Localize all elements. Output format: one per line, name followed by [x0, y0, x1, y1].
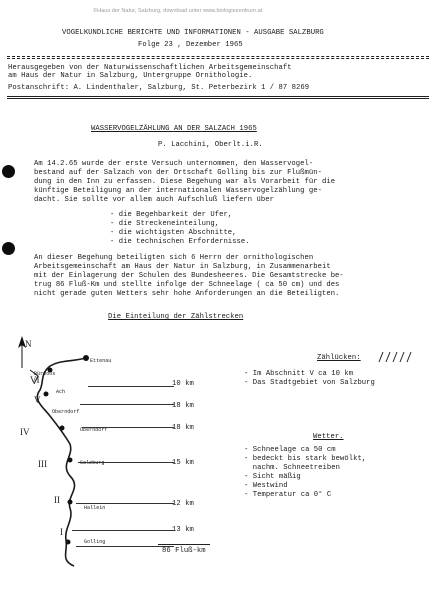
section-distance: 10 km — [172, 380, 194, 388]
section-numeral: III — [38, 459, 48, 469]
weather-title: Wetter. — [313, 433, 344, 441]
bullet-item: - die Streckeneinteilung, — [110, 220, 220, 228]
paragraph-line: Am 14.2.65 wurde der erste Versuch unternommen, den Wasservogel- — [34, 160, 314, 168]
place-label: Ettenau — [90, 358, 112, 364]
section-title: Die Einteilung der Zählstrecken — [108, 313, 244, 321]
section-numeral: V — [34, 395, 41, 405]
issue-line: Folge 23 , Dezember 1965 — [138, 41, 243, 49]
section-leader-line — [76, 546, 174, 547]
sum-line — [158, 544, 210, 545]
section-distance: 18 km — [172, 402, 194, 410]
section-distance: 18 km — [172, 424, 194, 432]
punch-hole — [2, 165, 15, 178]
place-label: Oberndorf — [80, 427, 108, 433]
paragraph-line: Arbeitsgemeinschaft am Haus der Natur in Salzburg, in Zusammenarbeit — [34, 263, 331, 271]
place-label: Hallein — [84, 505, 106, 511]
weather-item: nachm. Schneetreiben — [244, 464, 340, 472]
article-title: WASSERVOGELZÄHLUNG AN DER SALZACH 1965 — [91, 125, 257, 133]
hatching-marks-icon — [377, 350, 413, 364]
separator-rule — [7, 58, 429, 59]
gaps-title: Zählücken: — [317, 354, 361, 362]
postal-address: Postanschrift: A. Lindenthaler, Salzburg, St. Peterbezirk 1 / 87 8269 — [8, 84, 310, 92]
punch-hole — [2, 242, 15, 255]
place-label: Oberndorf — [52, 409, 80, 415]
section-distance: 13 km — [172, 526, 194, 534]
paragraph-line: bestand auf der Salzach von der Ortschaft Golling bis zur Flußmün- — [34, 169, 322, 177]
paragraph-line: mit der Einlagerung der Schulen des Bundesheeres. Die Gesamtstrecke be- — [34, 272, 344, 280]
total-distance: 86 Fluß-km — [162, 547, 206, 555]
publisher-line: am Haus der Natur in Salzburg, Untergruppe Ornithologie. — [8, 72, 253, 80]
section-leader-line — [88, 386, 174, 387]
weather-item: - Westwind — [244, 482, 288, 490]
section-leader-line — [82, 427, 174, 428]
section-numeral: VI — [30, 375, 40, 385]
bullet-item: - die technischen Erfordernisse. — [110, 238, 250, 246]
separator-rule — [7, 98, 429, 99]
article-author: P. Lacchini, Oberlt.i.R. — [158, 141, 263, 149]
section-leader-line — [80, 404, 174, 405]
place-label: Ach — [56, 389, 66, 395]
place-label: Golling — [84, 539, 106, 545]
gap-item: - Im Abschnitt V ca 10 km — [244, 370, 354, 378]
newsletter-title: VOGELKUNDLICHE BERICHTE UND INFORMATIONEN - AUSGABE SALZBURG — [62, 29, 324, 37]
publisher-line: Herausgegeben von der Naturwissenschaftlichen Arbeitsgemeinschaft — [8, 64, 292, 72]
separator-rule — [7, 96, 429, 97]
section-distance: 15 km — [172, 459, 194, 467]
paragraph-line: nicht gerade guten Wetters sehr hohe Anforderungen an die Beteiligten. — [34, 290, 340, 298]
watermark: ©Haus der Natur, Salzburg, download unter www.biologiezentrum.at — [93, 8, 263, 14]
section-numeral: IV — [20, 427, 30, 437]
paragraph-line: dung in den Inn zu erfassen. Diese Begehung war als Vorarbeit für die — [34, 178, 336, 186]
weather-item: - Sicht mäßig — [244, 473, 301, 481]
north-label: N — [25, 339, 32, 349]
section-leader-line — [78, 462, 174, 463]
paragraph-line: An dieser Begehung beteiligten sich 6 Herrn der ornithologischen — [34, 254, 314, 262]
weather-item: - Schneelage ca 50 cm — [244, 446, 336, 454]
bullet-item: - die wichtigsten Abschnitte, — [110, 229, 237, 237]
section-distance: 12 km — [172, 500, 194, 508]
section-numeral: II — [54, 495, 61, 505]
section-leader-line — [72, 530, 174, 531]
weather-item: - bedeckt bis stark bewölkt, — [244, 455, 367, 463]
place-markers — [44, 355, 90, 545]
section-leader-line — [76, 503, 174, 504]
paragraph-line: trug 86 Fluß-Km und stellte infolge der Schneelage ( ca 50 cm) und des — [34, 281, 340, 289]
bullet-item: - die Begehbarkeit der Ufer, — [110, 211, 233, 219]
paragraph-line: künftige Beteiligung an der internationalen Wasservogelzählung ge- — [34, 187, 322, 195]
weather-item: - Temperatur ca 0° C — [244, 491, 332, 499]
paragraph-line: dacht. Sie sollte vor allem auch Aufschluß liefern über — [34, 196, 274, 204]
separator-rule — [7, 56, 429, 57]
place-label: Salzburg — [80, 460, 105, 466]
gap-item: - Das Stadtgebiet von Salzburg — [244, 379, 375, 387]
place-label: Bürmoos — [34, 371, 56, 377]
section-numeral: I — [60, 527, 64, 537]
